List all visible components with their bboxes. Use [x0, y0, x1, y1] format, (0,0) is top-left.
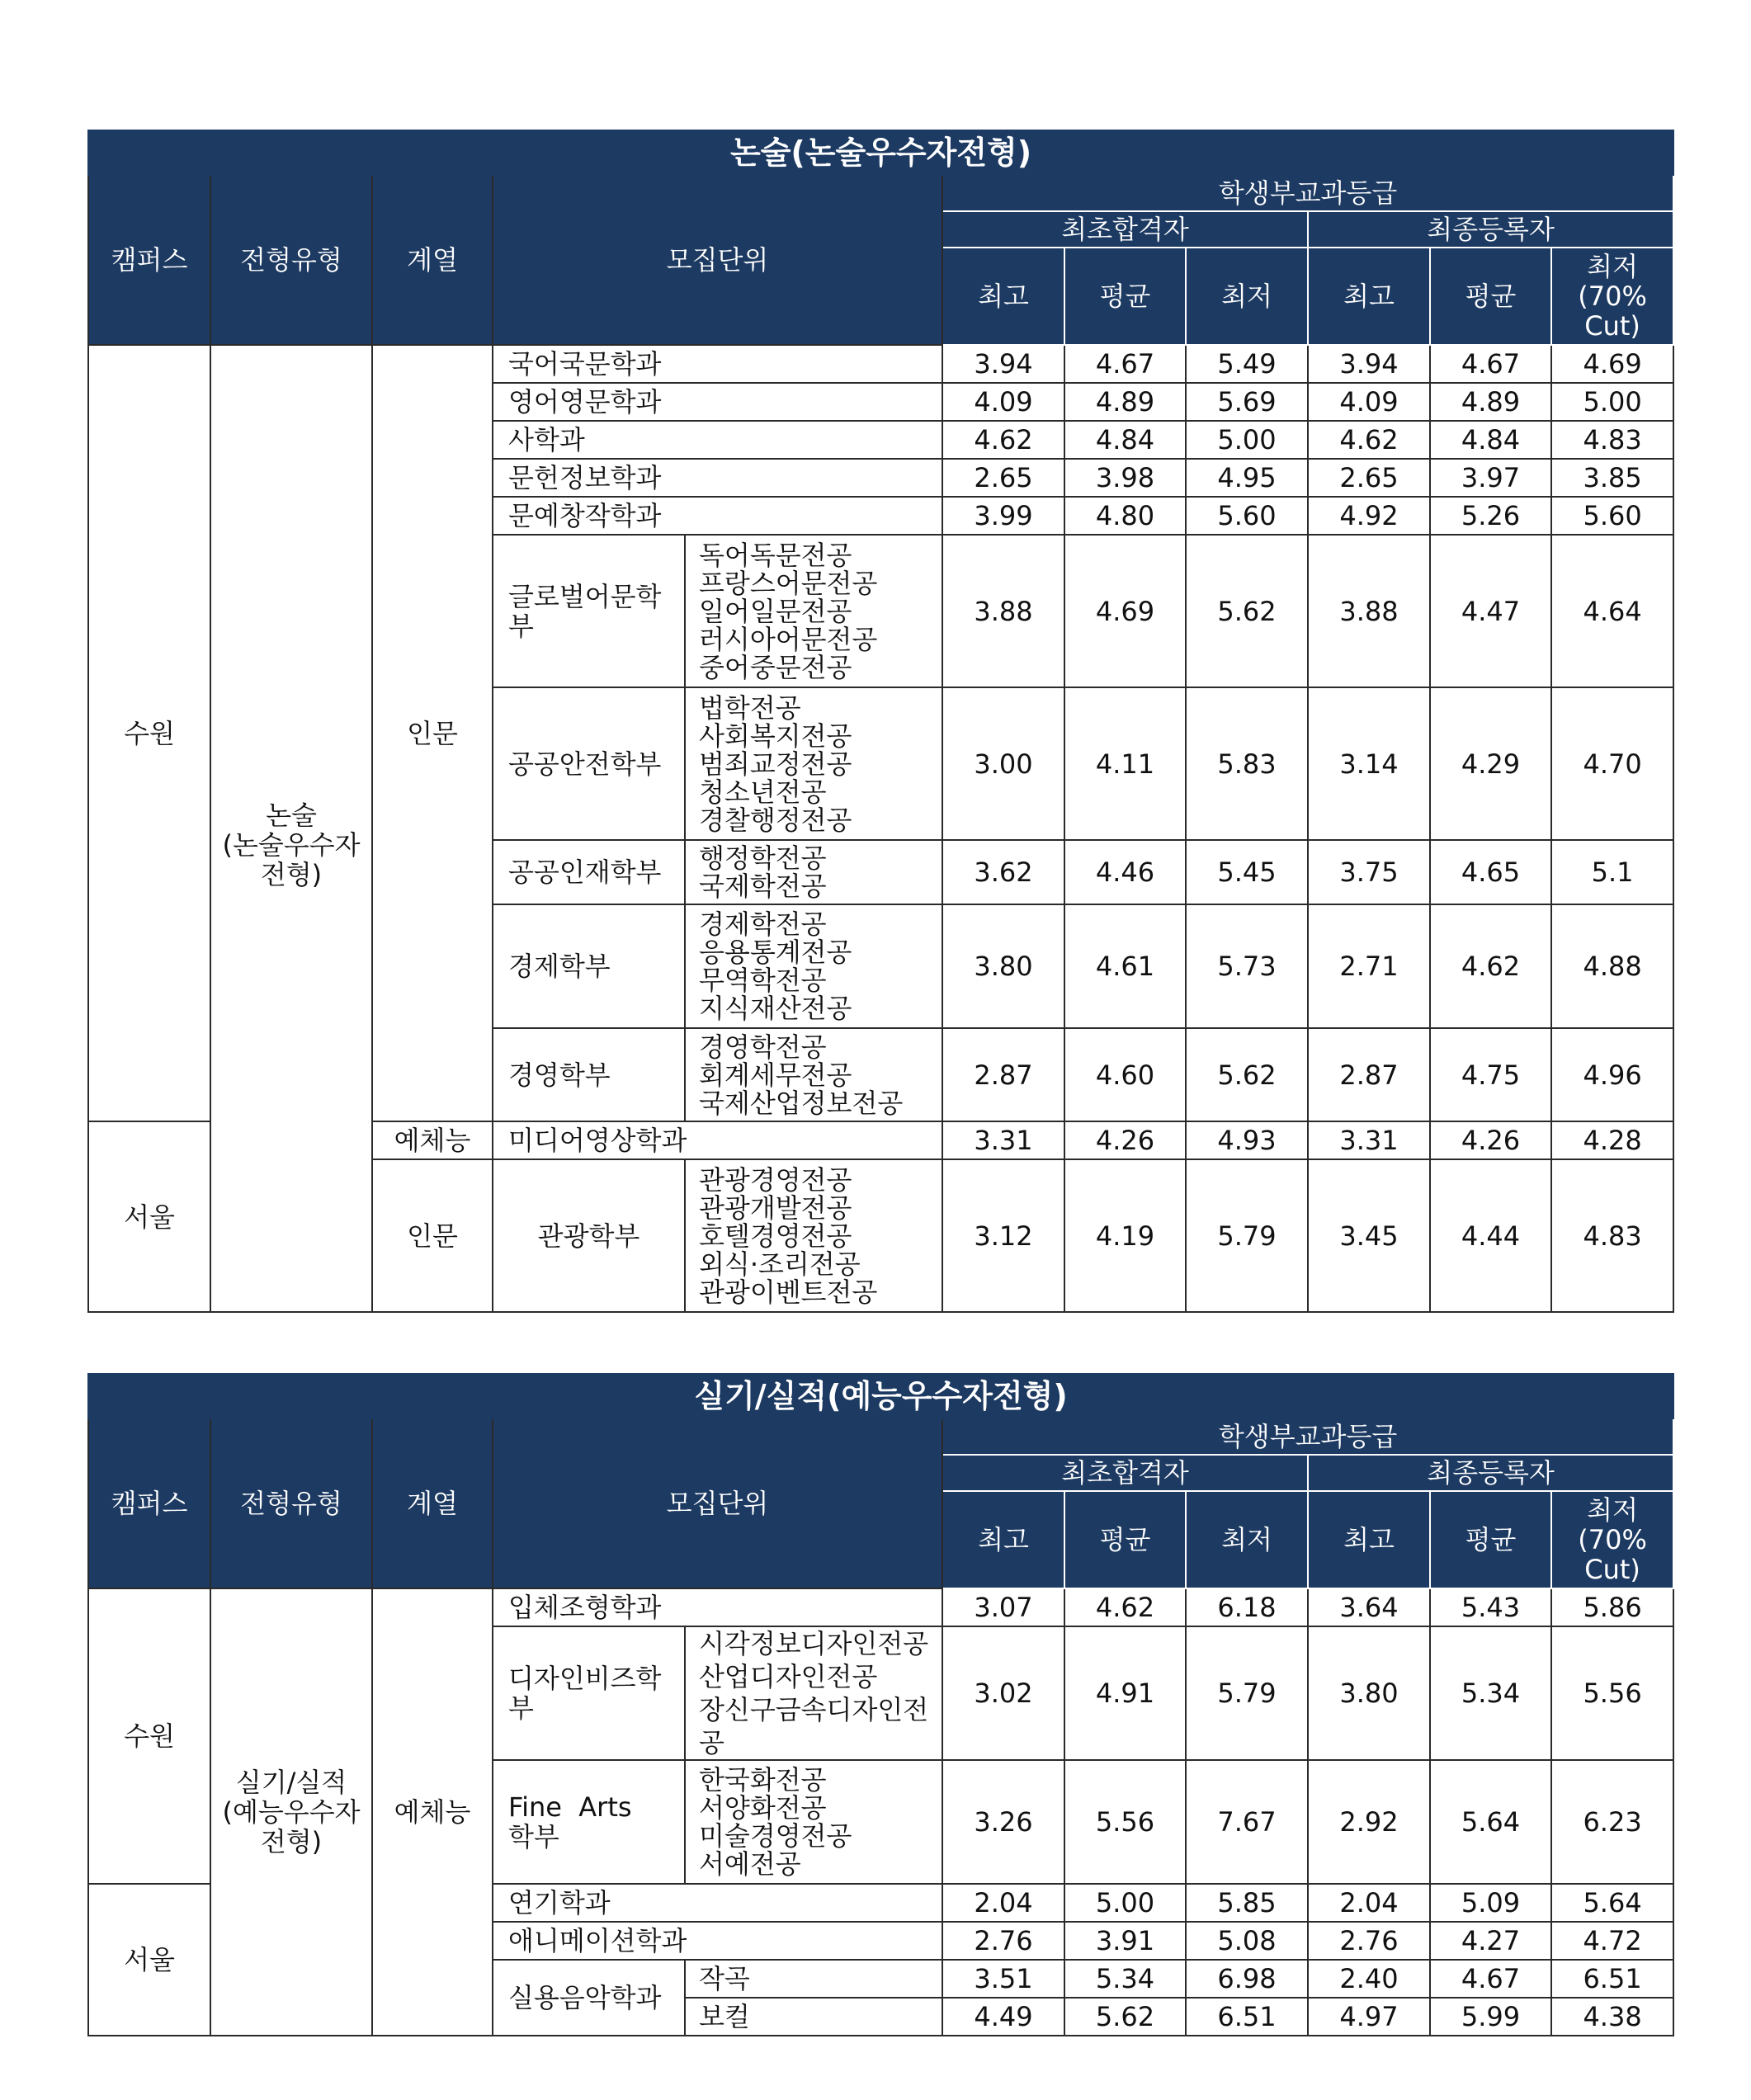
- value-cell: 4.44: [1430, 1159, 1551, 1312]
- value-cell: 5.49: [1186, 345, 1308, 383]
- value-cell: 4.19: [1064, 1159, 1186, 1312]
- header-first: 최초합격자: [942, 1455, 1308, 1491]
- value-cell: 5.00: [1064, 1884, 1186, 1922]
- majors-cell: 관광경영전공 관광개발전공 호텔경영전공 외식·조리전공 관광이벤트전공: [685, 1159, 942, 1312]
- value-cell: 6.18: [1186, 1588, 1308, 1626]
- value-cell: 5.34: [1064, 1960, 1186, 1998]
- value-cell: 5.83: [1186, 687, 1308, 840]
- type-cell: 실기/실적 (예능우수자 전형): [210, 1588, 372, 2036]
- value-cell: 4.62: [1064, 1588, 1186, 1626]
- unit-cell: 공공안전학부: [493, 687, 685, 840]
- value-cell: 4.61: [1064, 904, 1186, 1028]
- header-unit: 모집단위: [493, 175, 942, 345]
- value-cell: 5.64: [1551, 1884, 1673, 1922]
- unit-cell: 애니메이션학과: [493, 1922, 942, 1960]
- value-cell: 4.28: [1551, 1121, 1673, 1159]
- value-cell: 3.85: [1551, 459, 1673, 497]
- value-cell: 4.09: [1308, 383, 1430, 421]
- value-cell: 2.40: [1308, 1960, 1430, 1998]
- section-title: 논술(논술우수자전형): [88, 130, 1673, 175]
- header-final: 최종등록자: [1308, 1455, 1673, 1491]
- value-cell: 4.89: [1430, 383, 1551, 421]
- value-cell: 3.31: [942, 1121, 1064, 1159]
- table-row: [88, 345, 1673, 383]
- value-cell: 4.26: [1430, 1121, 1551, 1159]
- header-avg: 평균: [1430, 1491, 1551, 1588]
- majors-cell: 법학전공 사회복지전공 범죄교정전공 청소년전공 경찰행정전공: [685, 687, 942, 840]
- value-cell: 3.80: [1308, 1626, 1430, 1760]
- value-cell: 6.51: [1186, 1998, 1308, 2036]
- unit-cell: 영어영문학과: [493, 383, 942, 421]
- value-cell: 3.02: [942, 1626, 1064, 1760]
- majors-cell: 한국화전공 서양화전공 미술경영전공 서예전공: [685, 1760, 942, 1884]
- header-type: 전형유형: [210, 175, 372, 345]
- value-cell: 5.73: [1186, 904, 1308, 1028]
- majors-cell: 보컬: [685, 1998, 942, 2036]
- unit-cell: 디자인비즈학부: [493, 1626, 685, 1760]
- value-cell: 4.62: [1308, 421, 1430, 459]
- value-cell: 4.69: [1551, 345, 1673, 383]
- value-cell: 4.67: [1430, 1960, 1551, 1998]
- value-cell: 4.96: [1551, 1028, 1673, 1121]
- section-essay: [87, 130, 1673, 1313]
- value-cell: 3.94: [942, 345, 1064, 383]
- value-cell: 3.99: [942, 497, 1064, 535]
- value-cell: 4.75: [1430, 1028, 1551, 1121]
- value-cell: 5.60: [1186, 497, 1308, 535]
- value-cell: 3.12: [942, 1159, 1064, 1312]
- value-cell: 4.62: [1430, 904, 1551, 1028]
- header-max: 최고: [1308, 1491, 1430, 1588]
- value-cell: 6.98: [1186, 1960, 1308, 1998]
- header-campus: 캠퍼스: [88, 1418, 210, 1588]
- value-cell: 4.38: [1551, 1998, 1673, 2036]
- unit-cell: 관광학부: [493, 1159, 685, 1312]
- unit-cell: 사학과: [493, 421, 942, 459]
- value-cell: 5.1: [1551, 840, 1673, 904]
- field-cell: 인문: [372, 1159, 493, 1312]
- value-cell: 4.65: [1430, 840, 1551, 904]
- value-cell: 4.91: [1064, 1626, 1186, 1760]
- value-cell: 4.80: [1064, 497, 1186, 535]
- value-cell: 5.34: [1430, 1626, 1551, 1760]
- value-cell: 4.67: [1430, 345, 1551, 383]
- value-cell: 4.67: [1064, 345, 1186, 383]
- value-cell: 5.00: [1551, 383, 1673, 421]
- value-cell: 3.31: [1308, 1121, 1430, 1159]
- value-cell: 5.62: [1186, 535, 1308, 687]
- unit-cell: 국어국문학과: [493, 345, 942, 383]
- unit-cell: 연기학과: [493, 1884, 942, 1922]
- value-cell: 4.60: [1064, 1028, 1186, 1121]
- type-cell: 논술 (논술우수자 전형): [210, 345, 372, 1312]
- header-min: 최저: [1186, 1491, 1308, 1588]
- value-cell: 3.64: [1308, 1588, 1430, 1626]
- value-cell: 2.87: [942, 1028, 1064, 1121]
- header-max: 최고: [942, 1491, 1064, 1588]
- unit-cell: 문헌정보학과: [493, 459, 942, 497]
- value-cell: 4.84: [1064, 421, 1186, 459]
- value-cell: 2.76: [1308, 1922, 1430, 1960]
- value-cell: 4.84: [1430, 421, 1551, 459]
- header-avg: 평균: [1064, 1491, 1186, 1588]
- field-cell: 예체능: [372, 1588, 493, 2036]
- header-grade: 학생부교과등급: [942, 1418, 1673, 1455]
- header-max: 최고: [942, 248, 1064, 345]
- value-cell: 3.75: [1308, 840, 1430, 904]
- field-cell: 예체능: [372, 1121, 493, 1159]
- header-cut: 최저 (70% Cut): [1551, 248, 1673, 345]
- majors-cell: 시각정보디자인전공 산업디자인전공 장신구금속디자인전공: [685, 1626, 942, 1760]
- value-cell: 7.67: [1186, 1760, 1308, 1884]
- value-cell: 2.04: [1308, 1884, 1430, 1922]
- value-cell: 3.51: [942, 1960, 1064, 1998]
- majors-cell: 경제학전공 응용통계전공 무역학전공 지식재산전공: [685, 904, 942, 1028]
- essay-table: [87, 130, 1674, 1313]
- header-first: 최초합격자: [942, 211, 1308, 248]
- header-grade: 학생부교과등급: [942, 175, 1673, 211]
- value-cell: 5.60: [1551, 497, 1673, 535]
- value-cell: 3.98: [1064, 459, 1186, 497]
- value-cell: 5.08: [1186, 1922, 1308, 1960]
- value-cell: 5.45: [1186, 840, 1308, 904]
- campus-cell: 수원: [88, 1588, 210, 1884]
- header-type: 전형유형: [210, 1418, 372, 1588]
- field-cell: 인문: [372, 345, 493, 1121]
- value-cell: 5.99: [1430, 1998, 1551, 2036]
- value-cell: 4.72: [1551, 1922, 1673, 1960]
- value-cell: 3.62: [942, 840, 1064, 904]
- header-avg: 평균: [1430, 248, 1551, 345]
- value-cell: 6.23: [1551, 1760, 1673, 1884]
- value-cell: 4.64: [1551, 535, 1673, 687]
- value-cell: 4.83: [1551, 1159, 1673, 1312]
- value-cell: 3.94: [1308, 345, 1430, 383]
- value-cell: 5.26: [1430, 497, 1551, 535]
- value-cell: 3.00: [942, 687, 1064, 840]
- value-cell: 2.87: [1308, 1028, 1430, 1121]
- unit-cell: 경제학부: [493, 904, 685, 1028]
- value-cell: 4.89: [1064, 383, 1186, 421]
- unit-cell: 미디어영상학과: [493, 1121, 942, 1159]
- value-cell: 3.26: [942, 1760, 1064, 1884]
- value-cell: 5.69: [1186, 383, 1308, 421]
- value-cell: 3.88: [942, 535, 1064, 687]
- value-cell: 4.92: [1308, 497, 1430, 535]
- header-min: 최저: [1186, 248, 1308, 345]
- value-cell: 2.65: [942, 459, 1064, 497]
- value-cell: 3.80: [942, 904, 1064, 1028]
- value-cell: 4.83: [1551, 421, 1673, 459]
- section-title: 실기/실적(예능우수자전형): [88, 1374, 1673, 1418]
- value-cell: 5.79: [1186, 1159, 1308, 1312]
- value-cell: 4.97: [1308, 1998, 1430, 2036]
- value-cell: 4.49: [942, 1998, 1064, 2036]
- value-cell: 5.64: [1430, 1760, 1551, 1884]
- value-cell: 5.62: [1064, 1998, 1186, 2036]
- value-cell: 5.43: [1430, 1588, 1551, 1626]
- header-field: 계열: [372, 175, 493, 345]
- value-cell: 2.92: [1308, 1760, 1430, 1884]
- value-cell: 5.85: [1186, 1884, 1308, 1922]
- value-cell: 5.62: [1186, 1028, 1308, 1121]
- value-cell: 4.46: [1064, 840, 1186, 904]
- value-cell: 3.97: [1430, 459, 1551, 497]
- value-cell: 5.56: [1064, 1760, 1186, 1884]
- unit-cell: 경영학부: [493, 1028, 685, 1121]
- value-cell: 3.91: [1064, 1922, 1186, 1960]
- value-cell: 4.95: [1186, 459, 1308, 497]
- section-arts: [87, 1373, 1673, 2036]
- value-cell: 4.09: [942, 383, 1064, 421]
- value-cell: 2.04: [942, 1884, 1064, 1922]
- campus-cell: 서울: [88, 1884, 210, 2036]
- value-cell: 3.14: [1308, 687, 1430, 840]
- value-cell: 4.29: [1430, 687, 1551, 840]
- value-cell: 3.07: [942, 1588, 1064, 1626]
- value-cell: 4.93: [1186, 1121, 1308, 1159]
- value-cell: 5.86: [1551, 1588, 1673, 1626]
- unit-cell: 문예창작학과: [493, 497, 942, 535]
- value-cell: 4.62: [942, 421, 1064, 459]
- majors-cell: 독어독문전공 프랑스어문전공 일어일문전공 러시아어문전공 중어중문전공: [685, 535, 942, 687]
- value-cell: 4.70: [1551, 687, 1673, 840]
- value-cell: 3.88: [1308, 535, 1430, 687]
- majors-cell: 경영학전공 회계세무전공 국제산업정보전공: [685, 1028, 942, 1121]
- value-cell: 2.65: [1308, 459, 1430, 497]
- unit-cell: 공공인재학부: [493, 840, 685, 904]
- header-final: 최종등록자: [1308, 211, 1673, 248]
- unit-cell: 입체조형학과: [493, 1588, 942, 1626]
- arts-table: [87, 1373, 1674, 2036]
- value-cell: 4.69: [1064, 535, 1186, 687]
- value-cell: 2.76: [942, 1922, 1064, 1960]
- header-campus: 캠퍼스: [88, 175, 210, 345]
- value-cell: 4.47: [1430, 535, 1551, 687]
- value-cell: 4.26: [1064, 1121, 1186, 1159]
- value-cell: 3.45: [1308, 1159, 1430, 1312]
- value-cell: 5.09: [1430, 1884, 1551, 1922]
- header-unit: 모집단위: [493, 1418, 942, 1588]
- value-cell: 6.51: [1551, 1960, 1673, 1998]
- table-row: [88, 1588, 1673, 1626]
- unit-cell: 글로벌어문학부: [493, 535, 685, 687]
- value-cell: 2.71: [1308, 904, 1430, 1028]
- campus-cell: 서울: [88, 1121, 210, 1312]
- header-cut: 최저 (70% Cut): [1551, 1491, 1673, 1588]
- header-avg: 평균: [1064, 248, 1186, 345]
- header-max: 최고: [1308, 248, 1430, 345]
- value-cell: 4.27: [1430, 1922, 1551, 1960]
- value-cell: 5.00: [1186, 421, 1308, 459]
- unit-cell: Fine Arts 학부: [493, 1760, 685, 1884]
- majors-cell: 행정학전공 국제학전공: [685, 840, 942, 904]
- header-field: 계열: [372, 1418, 493, 1588]
- value-cell: 5.79: [1186, 1626, 1308, 1760]
- value-cell: 5.56: [1551, 1626, 1673, 1760]
- value-cell: 4.88: [1551, 904, 1673, 1028]
- majors-cell: 작곡: [685, 1960, 942, 1998]
- unit-cell: 실용음악학과: [493, 1960, 685, 2036]
- campus-cell: 수원: [88, 345, 210, 1121]
- value-cell: 4.11: [1064, 687, 1186, 840]
